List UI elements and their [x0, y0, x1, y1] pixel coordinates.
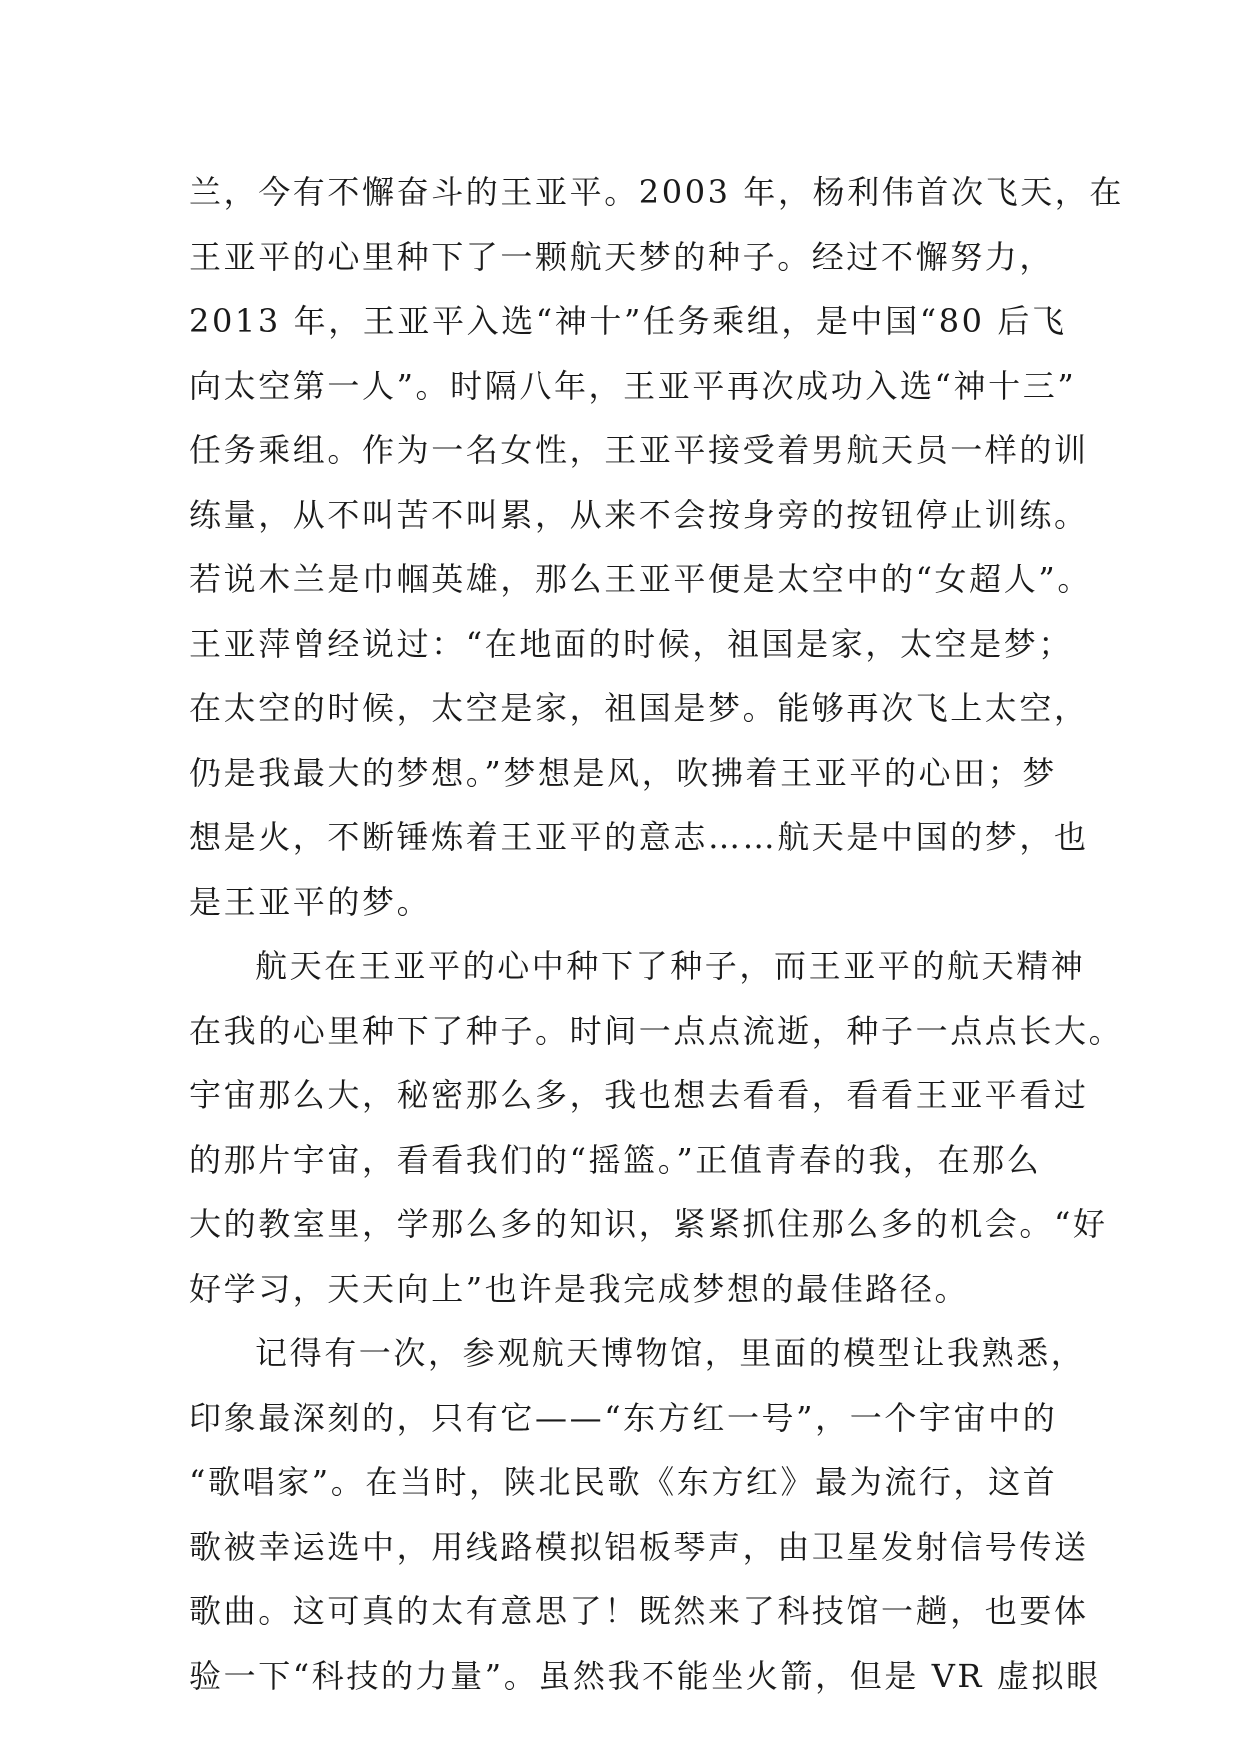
text-line: 印象最深刻的，只有它——“东方红一号”，一个宇宙中的 [189, 1398, 1058, 1437]
text-line: 歌曲。这可真的太有意思了！既然来了科技馆一趟，也要体 [189, 1592, 1089, 1630]
text-line: 兰，今有不懈奋斗的王亚平。2003 年，杨利伟首次飞天，在 [189, 173, 1125, 211]
text-line: 在太空的时候，太空是家，祖国是梦。能够再次飞上太空， [189, 689, 1089, 727]
text-line: 是王亚平的梦。 [189, 882, 432, 921]
text-line: 宇宙那么大，秘密那么多，我也想去看看，看看王亚平看过 [189, 1076, 1089, 1114]
text-line: 仍是我最大的梦想。”梦想是风，吹拂着王亚平的心田；梦 [189, 753, 1057, 792]
paragraph-first-line: 航天在王亚平的心中种下了种子，而王亚平的航天精神 [255, 947, 1086, 985]
text-line: 王亚萍曾经说过：“在地面的时候，祖国是家，太空是梦； [189, 624, 1073, 663]
paragraph-first-line: 记得有一次，参观航天博物馆，里面的模型让我熟悉， [255, 1334, 1086, 1372]
text-line: “歌唱家”。在当时，陕北民歌《东方红》最为流行，这首 [189, 1463, 1058, 1501]
text-line: 的那片宇宙，看看我们的“摇篮。”正值青春的我，在那么 [189, 1140, 1042, 1179]
text-line: 王亚平的心里种下了一颗航天梦的种子。经过不懈努力， [189, 237, 1055, 276]
text-line: 大的教室里，学那么多的知识，紧紧抓住那么多的机会。“好 [189, 1205, 1108, 1243]
essay-body [189, 160, 1125, 1708]
text-line: 若说木兰是巾帼英雄，那么王亚平便是太空中的“女超人”。 [189, 560, 1092, 598]
text-line: 练量，从不叫苦不叫累，从来不会按身旁的按钮停止训练。 [189, 495, 1089, 534]
text-line: 任务乘组。作为一名女性，王亚平接受着男航天员一样的训 [189, 431, 1089, 469]
text-line: 好学习，天天向上”也许是我完成梦想的最佳路径。 [189, 1269, 970, 1308]
text-line: 想是火，不断锤炼着王亚平的意志……航天是中国的梦，也 [189, 818, 1089, 856]
text-line: 验一下“科技的力量”。虽然我不能坐火箭，但是 VR 虚拟眼 [189, 1656, 1101, 1695]
text-line: 向太空第一人”。时隔八年，王亚平再次成功入选“神十三” [189, 366, 1077, 405]
text-line: 在我的心里种下了种子。时间一点点流逝，种子一点点长大。 [189, 1011, 1124, 1050]
text-line: 歌被幸运选中，用线路模拟铝板琴声，由卫星发射信号传送 [189, 1527, 1089, 1566]
text-line: 2013 年，王亚平入选“神十”任务乘组，是中国“80 后飞 [189, 302, 1067, 340]
